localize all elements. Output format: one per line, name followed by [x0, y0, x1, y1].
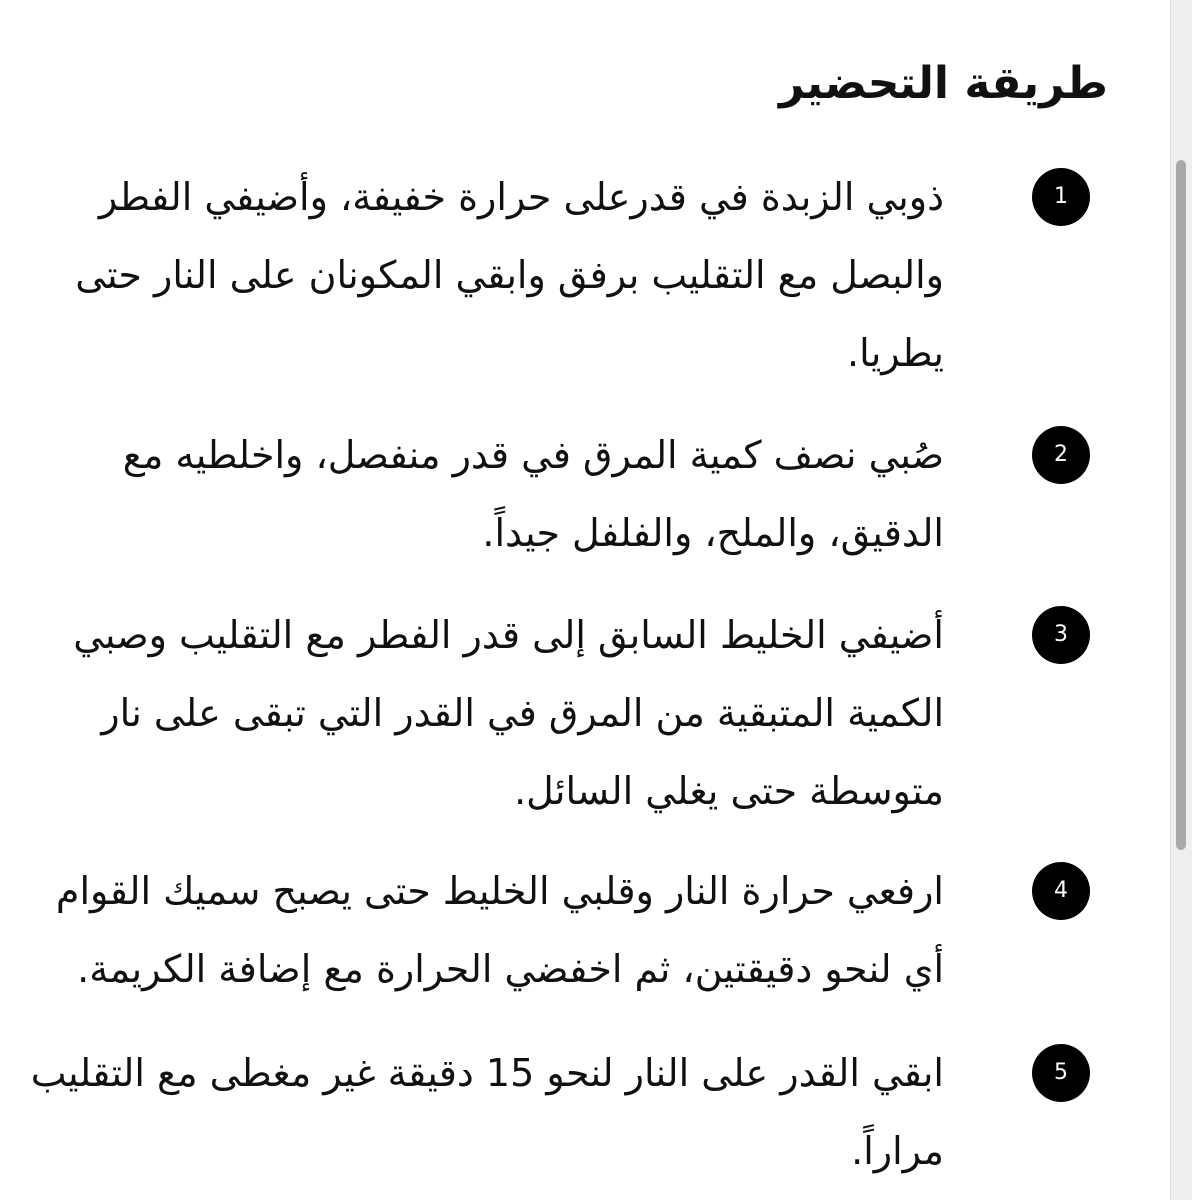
step-number-badge: 5: [1032, 1044, 1090, 1102]
step-text: أضيفي الخليط السابق إلى قدر الفطر مع التقليب وصبي الكمية المتبقية من المرق في القدر التي تبقى على نار متوسطة حتى يغلي السائل.: [73, 613, 944, 813]
scrollbar-track[interactable]: [1170, 0, 1192, 1200]
section-title: طريقة التحضير: [779, 58, 1108, 109]
step-number-badge: 3: [1032, 606, 1090, 664]
step-text: ذوبي الزبدة في قدرعلى حرارة خفيفة، وأضيفي الفطر والبصل مع التقليب برفق وابقي المكونان على النار حتى يطريا.: [75, 175, 944, 375]
step-number-badge: 2: [1032, 426, 1090, 484]
scrollbar-thumb[interactable]: [1176, 160, 1186, 850]
step-text: ابقي القدر على النار لنحو 15 دقيقة غير مغطى مع التقليب مراراً.: [30, 1051, 944, 1173]
step-number-badge: 1: [1032, 168, 1090, 226]
step-text: ارفعي حرارة النار وقلبي الخليط حتى يصبح سميك القوام أي لنحو دقيقتين، ثم اخفضي الحرارة مع إضافة الكريمة.: [55, 869, 944, 991]
step-number-badge: 4: [1032, 862, 1090, 920]
step-text: صُبي نصف كمية المرق في قدر منفصل، واخلطيه مع الدقيق، والملح، والفلفل جيداً.: [122, 433, 944, 555]
